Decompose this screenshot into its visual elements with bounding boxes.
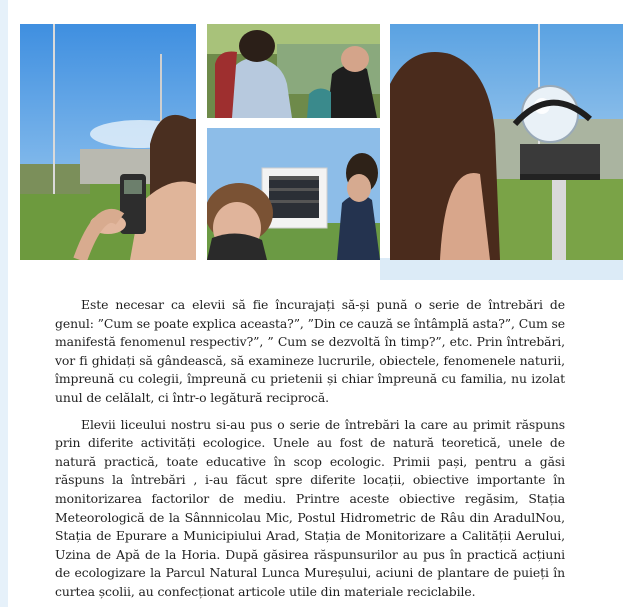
decorative-band bbox=[380, 258, 623, 280]
photo-students-at-weather-shelter bbox=[207, 128, 380, 260]
photo-students-at-river bbox=[207, 24, 380, 118]
photo-student-with-sunshine-recorder bbox=[390, 24, 623, 260]
article-body bbox=[55, 296, 565, 610]
paragraph-questions: Este necesar ca elevii să fie încurajați să-și pună o serie de întrebări de genul: ”Cum se poate explica aceasta?”, ”Din ce cauză se întâmplă asta?”, Cum se manifestă fenomenul respectiv?”, ” Cum se dezvoltă în timp?”, etc. Prin întrebări, vor fi ghidați să gândească, să examineze lucrurile, obiectele, fenomenele naturii, împreună cu colegii, împreună cu prietenii și chiar împreună cu familia, nu izolat unul de celălalt, ci într-o legătură reciprocă. bbox=[55, 297, 565, 405]
paragraph-activities: Elevii liceului nostru si-au pus o serie de întrebări la care au primit răspuns prin diferite activități ecologice. Unele au fost de natură teoretică, unele de natură practică, toate educative în scop ecologic. Primii pași, pentru a găsi răspuns la întrebări , i-au făcut spre diferite locații, obiective importante în monitorizarea factorilor de mediu. Printre aceste obiective regăsim, Stația Meteorologică de la Sânnnicolau Mic, Postul Hidrometric de Râu din AradulNou, Stația de Epurare a Municipiului Arad, Stația de Monitorizare a Calității Aerului, Uzina de Apă de la Horia. După găsirea răspunsurilor au pus în practică acțiuni de ecologizare la Parcul Natural Lunca Mureșului, aciuni de plantare de puieți în curtea școlii, au confecționat articole utile din materiale reciclabile. bbox=[55, 416, 565, 599]
photo-student-using-handheld-instrument bbox=[20, 24, 196, 260]
